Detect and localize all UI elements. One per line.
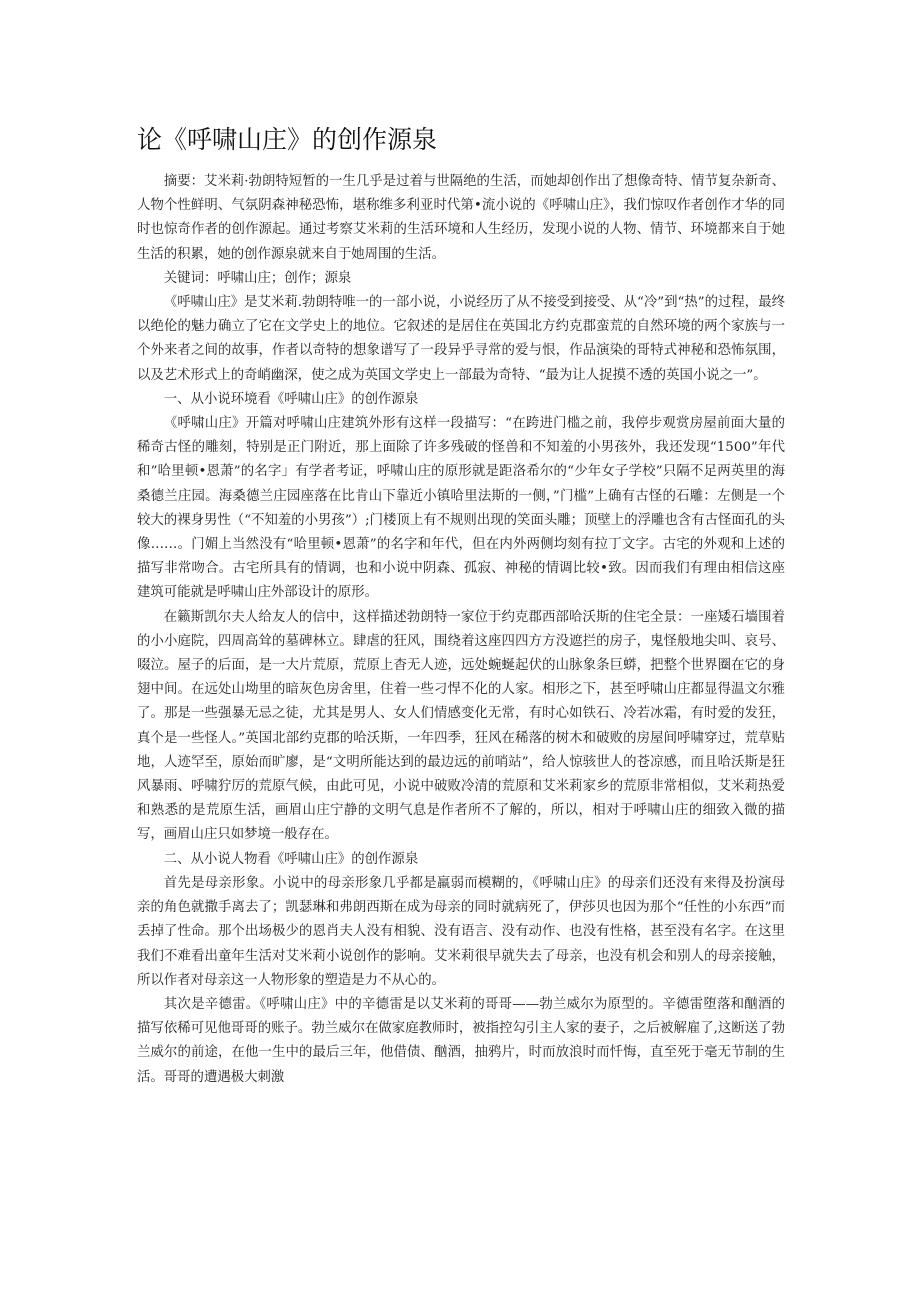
document-body	[137, 124, 785, 1090]
body-paragraph: 《呼啸山庄》开篇对呼啸山庄建筑外形有这样一段描写：“在跨进门槛之前，我停步观赏房屋前面大量的稀奇古怪的雕刻，特别是正门附近，那上面除了许多残破的怪兽和不知羞的小男孩外，我还发现“1500”年代和”哈里顿•恩萧”的名字」有学者考证，呼啸山庄的原形就是距洛希尔的“少年女子学校”只隔不足两英里的海桑德兰庄园。海桑德兰庄园座落在比肯山下靠近小镇哈里法斯的一侧，”门槛”上确有古怪的石雕：左侧是一个较大的裸身男性（“不知羞的小男孩”）;门楼顶上有不规则出现的笑面头雕；顶壁上的浮雕也含有古怪面孔的头像……。门媚上当然没有“哈里顿•恩萧”的名字和年代，但在内外两侧均刻有拉丁文字。古宅的外观和上述的描写非常吻合。古宅所具有的情调，也和小说中阴森、孤寂、神秘的情调比较•致。因而我们有理由相信这座建筑可能就是呼啸山庄外部设计的原形。	[137, 416, 785, 601]
intro-paragraph: 《呼啸山庄》是艾米莉.勃朗特唯一的一部小说，小说经历了从不接受到接受、从“冷”到“热”的过程，最终以绝伦的魅力确立了它在文学史上的地位。它叙述的是居住在英国北方约克郡蛮荒的自然环境的两个家族与一个外来者之间的故事，作者以奇特的想象谱写了一段异乎寻常的爱与恨，作品演染的哥特式神秘和恐怖氛围，以及艺术形式上的奇峭幽深，使之成为英国文学史上一部最为奇特、“最为让人捉摸不透的英国小说之一”。	[137, 295, 785, 383]
body-paragraph: 其次是辛德雷。《呼啸山庄》中的辛德雷是以艾米莉的哥哥——勃兰威尔为原型的。辛德雷堕落和酗酒的描写依稀可见他哥哥的账子。勃兰威尔在做家庭教师时，被指控勾引主人家的妻子，之后被解雇了,这断送了勃兰威尔的前途，在他一生中的最后三年，他借债、酗酒，抽鸦片，时而放浪时而忏悔，直至死于毫无节制的生活。哥哥的遭遇极大刺激	[137, 996, 785, 1085]
keywords-paragraph: 关键词：呼啸山庄；创作；源泉	[163, 270, 352, 286]
section-heading-environment: 一、从小说环境看《呼啸山庄》的创作源泉	[163, 391, 419, 407]
document-title: 论《呼啸山庄》的创作源泉	[137, 125, 438, 154]
body-paragraph: 首先是母亲形象。小说中的母亲形象几乎都是羸弱而模糊的，《呼啸山庄》的母亲们还没有来得及扮演母亲的角色就撒手离去了；凯瑟琳和弗朗西斯在成为母亲的同时就病死了，伊莎贝也因为那个“任性的小东西”而丢掉了性命。那个出场极少的恩肖夫人没有相貌、没有语言、没有动作、也没有性格，甚至没有名字。在这里我们不难看出童年生活对艾米莉小说创作的影响。艾米莉很早就失去了母亲，也没有机会和别人的母亲接触，所以作者对母亲这一人物形象的塑造是力不从心的。	[137, 875, 785, 988]
section-heading-characters: 二、从小说人物看《呼啸山庄》的创作源泉	[163, 851, 419, 867]
body-paragraph: 在籁斯凯尔夫人给友人的信中，这样描述勃朗特一家位于约克郡西部哈沃斯的住宅全景：一座矮石墙围着的小小庭院，四周高耸的墓碑林立。肆虐的狂风，围绕着这座四四方方没遮拦的房子，鬼怪般地尖叫、哀号、啜泣。屋子的后面，是一大片荒原，荒原上杳无人迹，远处蜿蜒起伏的山脉象条巨蟒，把整个世界圈在它的身翅中间。在远处山坳里的暗灰色房舍里，住着一些刁悍不化的人家。相形之下，甚至呼啸山庄都显得温文尔雅了。那是一些强暴无忌之徒，尤其是男人、女人们情感变化无常，有时心如铁石、冷若冰霜，有时爱的发狂，真个是一些怪人。”英国北部约克郡的哈沃斯，一年四季，狂风在稀落的树木和破败的房屋间呼啸穿过，荒草贴地，人迹罕至，原始而旷廖，是“文明所能达到的最边远的前哨站”，给人惊骇世人的苍凉感，而且哈沃斯是狂风暴雨、呼啸狞厉的荒原气候，由此可见，小说中破败冷清的荒原和艾米莉家乡的荒原非常相似，艾米莉热爱和熟悉的是荒原生活，画眉山庄宁静的文明气息是作者所不了解的，所以，相对于呼啸山庄的细致入微的描写，画眉山庄只如梦境一般存在。	[137, 609, 785, 843]
abstract-paragraph: 摘要：艾米莉·勃朗特短暂的一生几乎是过着与世隔绝的生活，而她却创作出了想像奇特、情节复杂新奇、人物个性鲜明、气氛阴森神秘恐怖，堪称维多利亚时代第•流小说的《呼啸山庄》，我们惊叹作者创作才华的同时也惊奇作者的创作源起。通过考察艾米莉的生活环境和人生经历，发现小说的人物、情节、环境都来自于她生活的积累，她的创作源泉就来自于她周围的生活。	[137, 174, 785, 262]
